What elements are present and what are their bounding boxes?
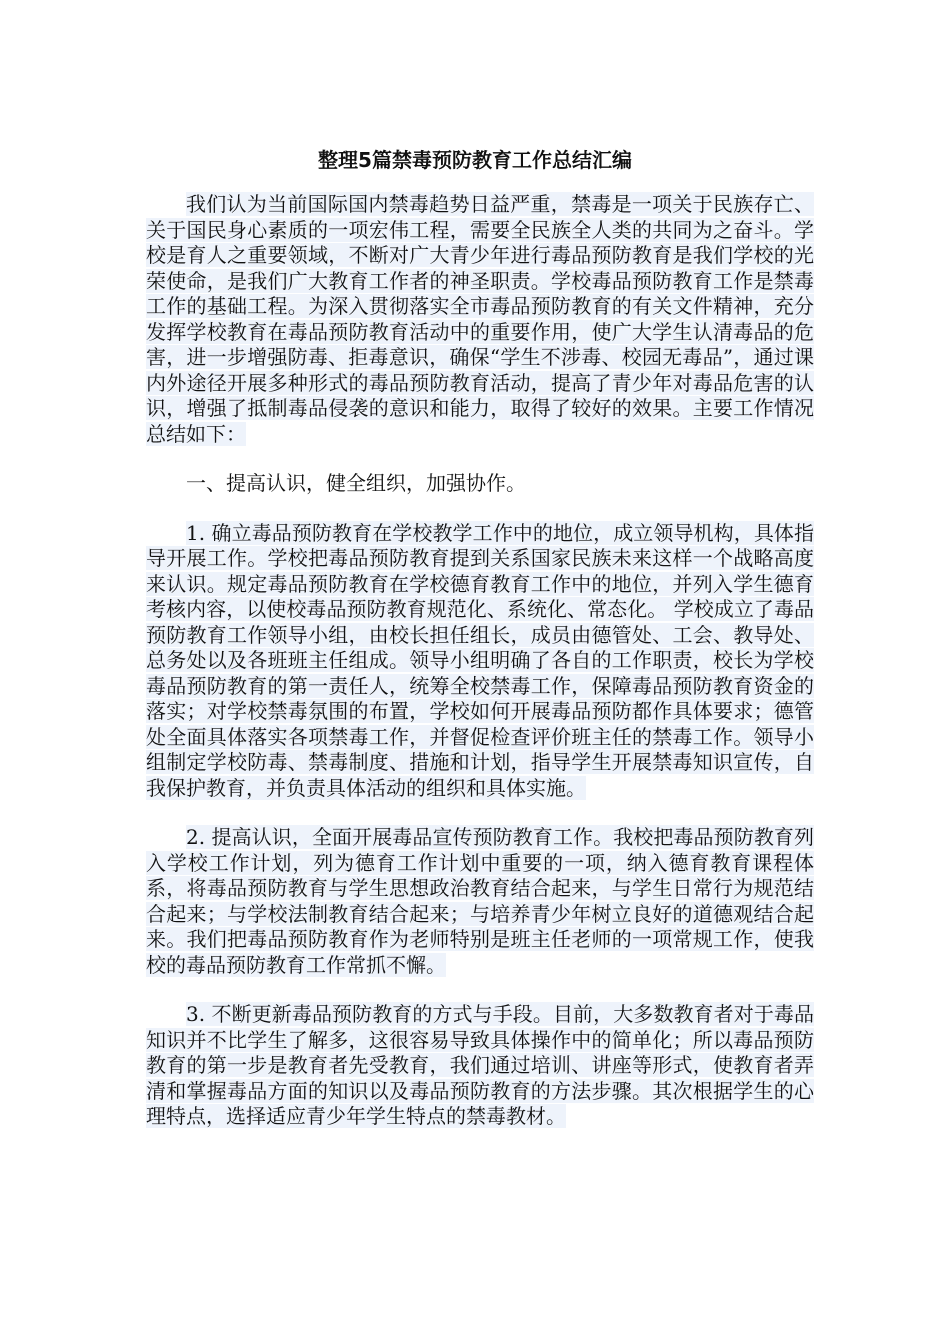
document-body [146, 192, 814, 1154]
paragraph-item-1 [146, 521, 814, 802]
paragraph-item-1-text: 1. 确立毒品预防教育在学校教学工作中的地位，成立领导机构，具体指导开展工作。学校把毒品预防教育提到关系国家民族未来这样一个战略高度来认识。规定毒品预防教育在学校德育教育工作中的地位，并列入学生德育考核内容，以使校毒品预防教育规范化、系统化、常态化。 学校成立了毒品预防教育工作领导小组，由校长担任组长，成员由德管处、工会、教导处、总务处以及各班班主任组成。领导小组明确了各自的工作职责，校长为学校毒品预防教育的第一责任人，统筹全校禁毒工作，保障毒品预防教育资金的落实；对学校禁毒氛围的布置，学校如何开展毒品预防都作具体要求；德管处全面具体落实各项禁毒工作，并督促检查评价班主任的禁毒工作。领导小组制定学校防毒、禁毒制度、措施和计划，指导学生开展禁毒知识宣传，自我保护教育，并负责具体活动的组织和具体实施。 [146, 520, 814, 800]
paragraph-item-3 [146, 1002, 814, 1130]
paragraph-item-3-text: 3. 不断更新毒品预防教育的方式与手段。目前，大多数教育者对于毒品知识并不比学生了解多，这很容易导致具体操作中的简单化；所以毒品预防教育的第一步是教育者先受教育，我们通过培训、讲座等形式，使教育者弄清和掌握毒品方面的知识以及毒品预防教育的方法步骤。其次根据学生的心理特点，选择适应青少年学生特点的禁毒教材。 [146, 1002, 814, 1128]
section-heading-1-text: 一、提高认识，健全组织，加强协作。 [186, 471, 526, 495]
paragraph-intro-text: 我们认为当前国际国内禁毒趋势日益严重，禁毒是一项关于民族存亡、关于国民身心素质的一项宏伟工程，需要全民族全人类的共同为之奋斗。学校是育人之重要领域，不断对广大青少年进行毒品预防教育是我们学校的光荣使命，是我们广大教育工作者的神圣职责。学校毒品预防教育工作是禁毒工作的基础工程。为深入贯彻落实全市毒品预防教育的有关文件精神，充分发挥学校教育在毒品预防教育活动中的重要作用，使广大学生认清毒品的危害，进一步增强防毒、拒毒意识，确保“学生不涉毒、校园无毒品”，通过课内外途径开展多种形式的毒品预防教育活动，提高了青少年对毒品危害的认识，增强了抵制毒品侵袭的意识和能力，取得了较好的效果。主要工作情况总结如下： [146, 192, 814, 446]
section-heading-1 [146, 471, 814, 497]
paragraph-item-2 [146, 825, 814, 978]
paragraph-item-2-text: 2. 提高认识，全面开展毒品宣传预防教育工作。我校把毒品预防教育列入学校工作计划，列为德育工作计划中重要的一项，纳入德育教育课程体系，将毒品预防教育与学生思想政治教育结合起来，与学生日常行为规范结合起来；与学校法制教育结合起来；与培养青少年树立良好的道德观结合起来。我们把毒品预防教育作为老师特别是班主任老师的一项常规工作，使我校的毒品预防教育工作常抓不懈。 [146, 825, 814, 977]
paragraph-intro [146, 192, 814, 447]
document-title: 整理5篇禁毒预防教育工作总结汇编 [318, 148, 632, 172]
